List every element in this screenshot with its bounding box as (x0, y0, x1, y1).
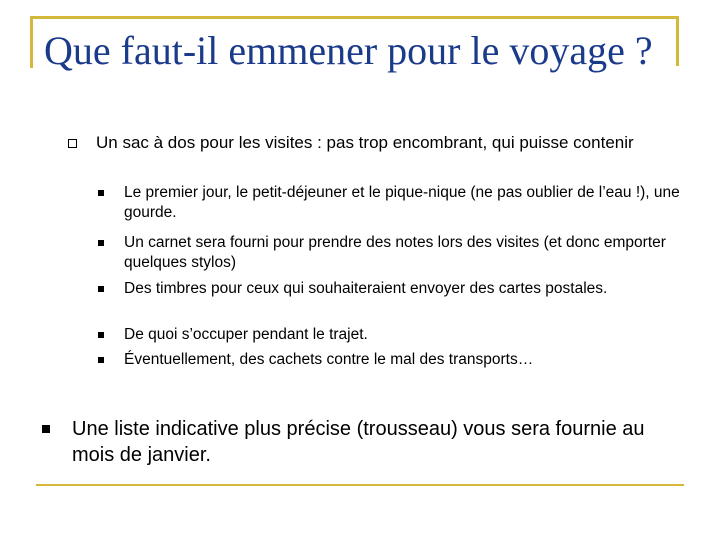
slide-title: Que faut-il emmener pour le voyage ? (44, 28, 653, 73)
sub-item-timbres: Des timbres pour ceux qui souhaiteraient envoyer des cartes postales. (124, 280, 608, 297)
hollow-square-bullet-icon (68, 139, 77, 148)
right-rule (676, 16, 679, 66)
top-rule (30, 16, 678, 19)
square-bullet-icon (98, 286, 104, 292)
sub-item-trajet: De quoi s’occuper pendant le trajet. (124, 326, 368, 343)
square-bullet-icon (42, 425, 50, 433)
bottom-rule (36, 484, 684, 486)
left-rule (30, 16, 33, 68)
square-bullet-icon (98, 357, 104, 363)
square-bullet-icon (98, 240, 104, 246)
square-bullet-icon (98, 332, 104, 338)
bullet-liste-indicative: Une liste indicative plus précise (trousseau) vous sera fournie au mois de janvier. (72, 418, 645, 466)
square-bullet-icon (98, 190, 104, 196)
sub-item-carnet: Un carnet sera fourni pour prendre des notes lors des visites (et donc emporter quelques stylos) (124, 234, 666, 271)
bullet-sac-a-dos: Un sac à dos pour les visites : pas trop encombrant, qui puisse contenir (96, 133, 634, 152)
sub-item-premier-jour: Le premier jour, le petit-déjeuner et le pique-nique (ne pas oublier de l’eau !), une gourde. (124, 184, 680, 221)
sub-item-cachets: Éventuellement, des cachets contre le mal des transports… (124, 351, 534, 368)
